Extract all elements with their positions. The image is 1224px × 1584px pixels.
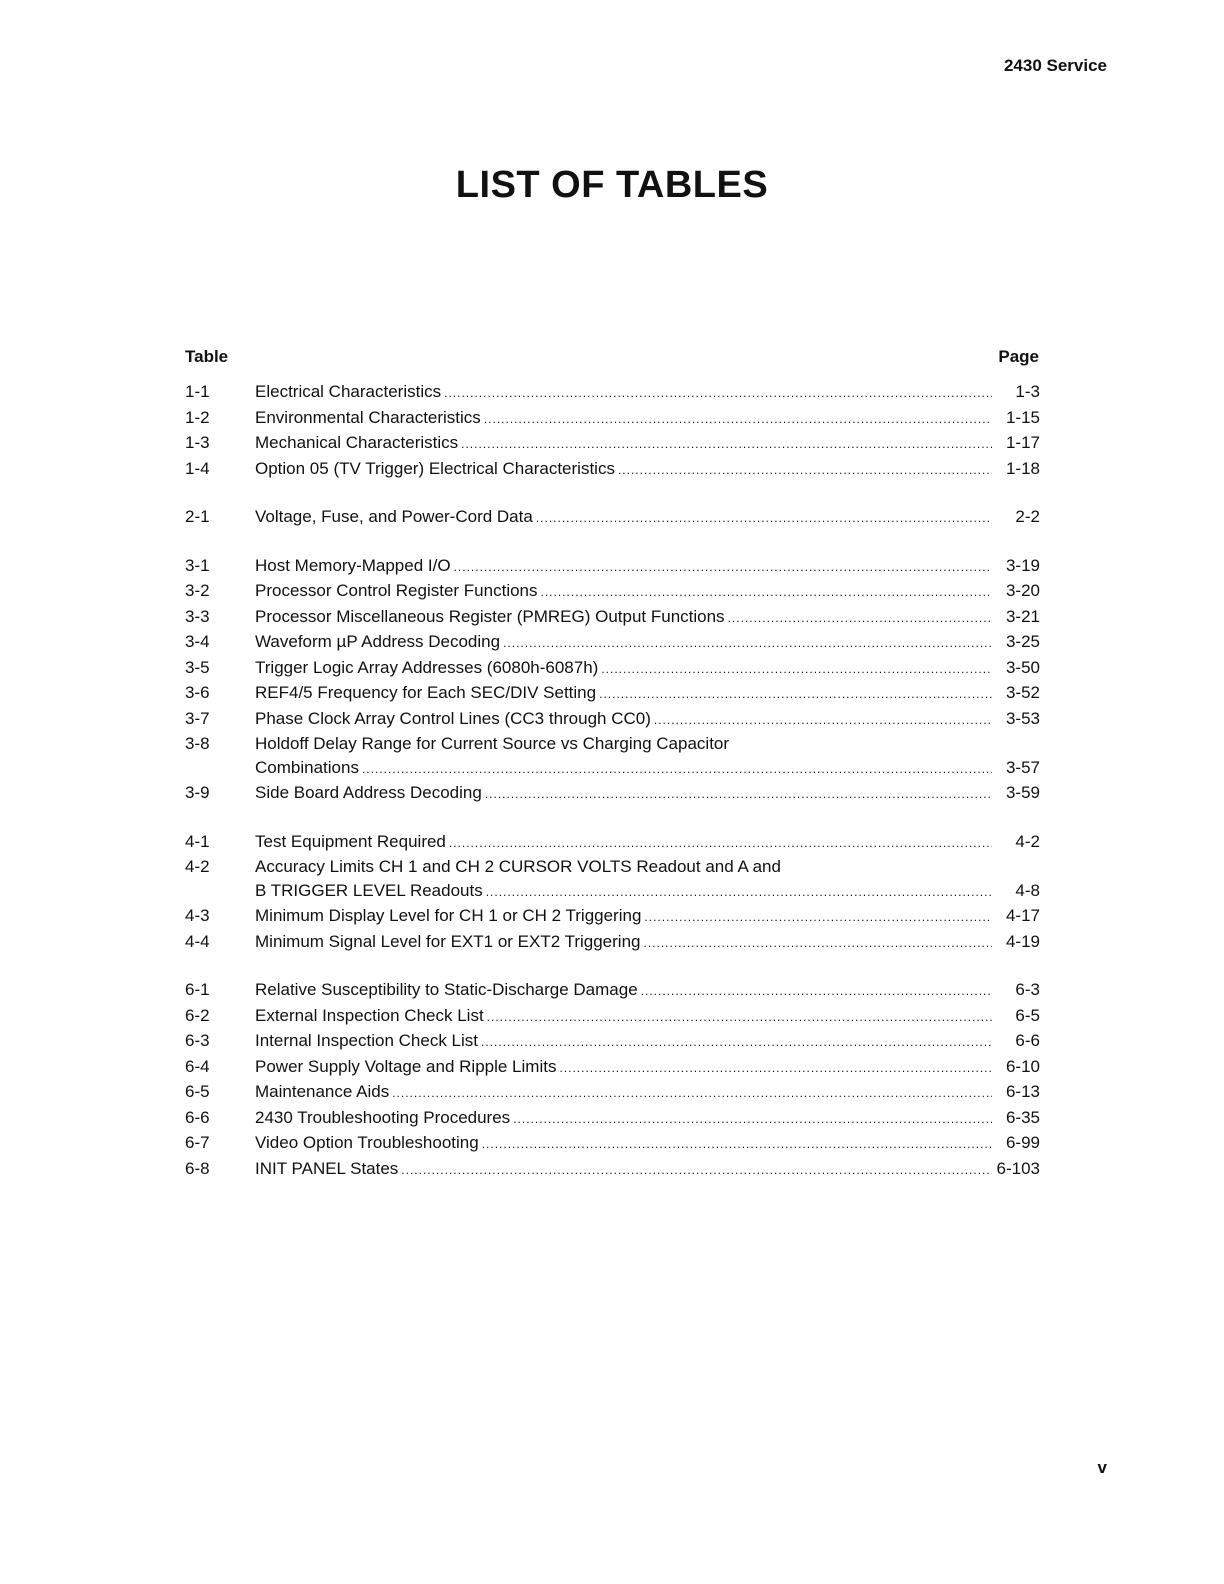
page-number: 6-3 (1015, 980, 1040, 999)
table-number: 6-4 (185, 1056, 210, 1076)
table-title: REF4/5 Frequency for Each SEC/DIV Setting (255, 683, 597, 702)
dot-leader (644, 932, 993, 956)
page-number: 6-103 (996, 1158, 1040, 1178)
table-title: B TRIGGER LEVEL Readouts (255, 880, 483, 900)
table-title: Processor Miscellaneous Register (PMREG) Output Functions (255, 606, 725, 626)
table-group (185, 978, 1040, 1182)
table-entry[interactable] (185, 406, 1040, 432)
page-number: 3-21 (1005, 606, 1040, 626)
dot-leader (618, 459, 992, 483)
dot-leader (485, 783, 992, 807)
page-number: 1-17 (1005, 433, 1040, 452)
table-number: 3-8 (185, 734, 210, 753)
table-title: Voltage, Fuse, and Power-Cord Data (255, 507, 533, 526)
table-title: Electrical Characteristics (255, 382, 442, 401)
table-entry[interactable] (185, 930, 1040, 956)
dot-leader (401, 1159, 992, 1183)
dot-leader (601, 658, 992, 682)
table-title: Maintenance Aids (255, 1082, 390, 1101)
page-number: 3-50 (1005, 657, 1040, 677)
table-number: 3-9 (185, 783, 210, 802)
table-title: Side Board Address Decoding (255, 783, 482, 802)
table-title: Minimum Display Level for CH 1 or CH 2 Triggering (255, 906, 642, 925)
table-title: Option 05 (TV Trigger) Electrical Characteristics (255, 458, 615, 478)
table-entry[interactable] (185, 978, 1040, 1004)
table-title: Host Memory-Mapped I/O (255, 555, 451, 575)
table-title: Relative Susceptibility to Static-Discharge Damage (255, 980, 638, 999)
dot-leader (654, 709, 992, 733)
table-entry[interactable] (185, 781, 1040, 807)
page-title: LIST OF TABLES (455, 164, 769, 206)
dot-leader (541, 581, 992, 605)
table-entry[interactable] (185, 457, 1040, 483)
table-entry[interactable] (185, 681, 1040, 707)
dot-leader (641, 980, 992, 1004)
running-header: 2430 Service (1003, 56, 1107, 75)
table-number: 1-1 (185, 382, 210, 401)
table-title: Environmental Characteristics (255, 407, 481, 427)
page-number: 3-25 (1005, 632, 1040, 651)
table-entry[interactable] (185, 554, 1040, 580)
page-number: 1-15 (1005, 407, 1040, 427)
table-number: 6-7 (185, 1133, 210, 1152)
dot-leader (484, 408, 992, 432)
table-number: 1-3 (185, 433, 210, 452)
page-number: 2-2 (1015, 507, 1040, 526)
table-column-heading: Table (185, 347, 229, 366)
table-entry[interactable] (185, 380, 1040, 406)
table-entry[interactable] (185, 431, 1040, 457)
table-entry[interactable] (185, 1106, 1040, 1132)
table-title: Minimum Signal Level for EXT1 or EXT2 Triggering (255, 931, 641, 951)
page-folio: v (1097, 1458, 1107, 1477)
page-number: 4-19 (1005, 931, 1040, 951)
table-title: INIT PANEL States (255, 1158, 399, 1178)
table-entry[interactable] (185, 1157, 1040, 1183)
table-number: 6-5 (185, 1082, 210, 1101)
page-number: 6-99 (1005, 1133, 1040, 1152)
table-entry[interactable] (185, 505, 1040, 531)
table-number: 4-2 (185, 857, 210, 876)
table-title: Processor Control Register Functions (255, 581, 538, 600)
table-entry[interactable] (185, 830, 1040, 856)
page-column-heading: Page (998, 347, 1039, 366)
page-number: 3-20 (1005, 581, 1040, 600)
page-number: 6-10 (1005, 1056, 1040, 1076)
table-entry[interactable] (185, 1055, 1040, 1081)
page-number: 4-2 (1015, 831, 1040, 851)
table-number: 4-1 (185, 831, 210, 851)
table-number: 4-4 (185, 931, 210, 951)
table-title: Mechanical Characteristics (255, 433, 459, 452)
dot-leader (482, 1133, 992, 1157)
table-entry[interactable] (185, 707, 1040, 733)
table-title: Waveform µP Address Decoding (255, 632, 501, 651)
table-entry[interactable] (185, 1029, 1040, 1055)
page-number: 4-8 (1015, 880, 1040, 900)
table-number: 3-4 (185, 632, 210, 651)
table-title-line: Accuracy Limits CH 1 and CH 2 CURSOR VOLTS Readout and A and (255, 857, 781, 876)
dot-leader (728, 607, 992, 631)
table-number: 1-4 (185, 458, 210, 478)
dot-leader (644, 906, 992, 930)
table-title: 2430 Troubleshooting Procedures (255, 1107, 511, 1127)
dot-leader (503, 632, 992, 656)
table-list (185, 380, 1040, 1205)
table-number: 6-2 (185, 1005, 210, 1025)
table-title-line: Holdoff Delay Range for Current Source vs Charging Capacitor (255, 734, 730, 753)
table-number: 4-3 (185, 906, 210, 925)
table-number: 6-8 (185, 1158, 210, 1178)
page-number: 6-13 (1005, 1082, 1040, 1101)
table-entry[interactable] (185, 855, 1040, 904)
dot-leader (444, 382, 992, 406)
table-number: 3-1 (185, 555, 210, 575)
dot-leader (513, 1108, 992, 1132)
table-number: 1-2 (185, 407, 210, 427)
table-number: 3-3 (185, 606, 210, 626)
dot-leader (536, 507, 992, 531)
table-title: Trigger Logic Array Addresses (6080h-6087h) (255, 657, 599, 677)
table-title: Phase Clock Array Control Lines (CC3 through CC0) (255, 708, 651, 728)
table-title: Test Equipment Required (255, 831, 446, 851)
dot-leader (461, 433, 992, 457)
dot-leader (392, 1082, 992, 1106)
page-number: 6-5 (1015, 1005, 1040, 1025)
page-number: 3-59 (1005, 783, 1040, 802)
table-entry[interactable] (185, 1004, 1040, 1030)
table-entry[interactable] (185, 904, 1040, 930)
dot-leader (481, 1031, 992, 1055)
table-number: 3-7 (185, 708, 210, 728)
table-title: External Inspection Check List (255, 1005, 484, 1025)
table-entry[interactable] (185, 605, 1040, 631)
dot-leader (362, 758, 992, 782)
table-group (185, 380, 1040, 482)
table-number: 2-1 (185, 507, 210, 526)
table-number: 3-2 (185, 581, 210, 600)
table-number: 6-3 (185, 1031, 210, 1050)
page-number: 6-35 (1005, 1107, 1040, 1127)
table-number: 3-6 (185, 683, 210, 702)
page-number: 1-3 (1015, 382, 1040, 401)
page-number: 3-53 (1005, 708, 1040, 728)
page-number: 4-17 (1005, 906, 1040, 925)
table-entry[interactable] (185, 732, 1040, 781)
dot-leader (487, 1006, 992, 1030)
table-group (185, 554, 1040, 807)
dot-leader (599, 683, 992, 707)
table-entry[interactable] (185, 579, 1040, 605)
page-number: 3-52 (1005, 683, 1040, 702)
table-number: 3-5 (185, 657, 210, 677)
dot-leader (454, 556, 992, 580)
table-entry[interactable] (185, 1080, 1040, 1106)
table-entry[interactable] (185, 656, 1040, 682)
table-title: Combinations (255, 757, 359, 777)
table-group (185, 830, 1040, 956)
page-number: 3-19 (1005, 555, 1040, 575)
dot-leader (449, 832, 992, 856)
dot-leader (486, 881, 992, 905)
table-title: Internal Inspection Check List (255, 1031, 479, 1050)
dot-leader (559, 1057, 992, 1081)
table-group (185, 505, 1040, 531)
page-number: 3-57 (1005, 757, 1040, 777)
table-number: 6-1 (185, 980, 210, 999)
table-entry[interactable] (185, 630, 1040, 656)
page-number: 1-18 (1005, 458, 1040, 478)
page-number: 6-6 (1015, 1031, 1040, 1050)
table-entry[interactable] (185, 1131, 1040, 1157)
table-number: 6-6 (185, 1107, 210, 1127)
table-title: Video Option Troubleshooting (255, 1133, 479, 1152)
table-title: Power Supply Voltage and Ripple Limits (255, 1056, 557, 1076)
